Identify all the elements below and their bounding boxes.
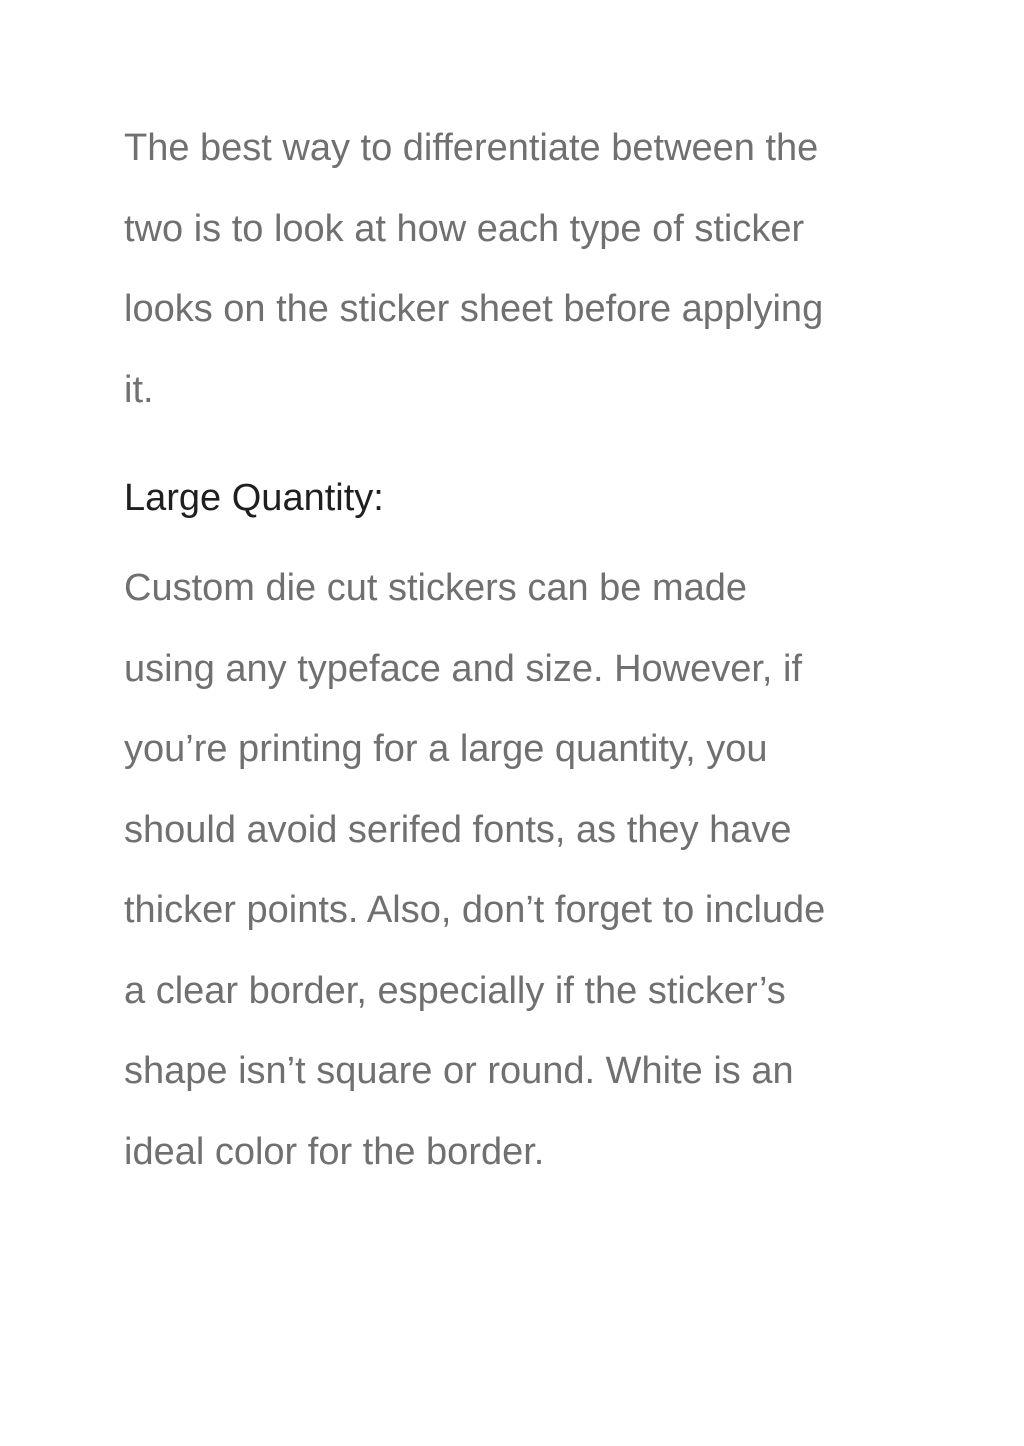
paragraph-line: it. (124, 368, 154, 411)
paragraph-line: you’re printing for a large quantity, you (124, 728, 768, 770)
paragraph-line: two is to look at how each type of sticker (124, 207, 805, 250)
paragraph-line: The best way to differentiate between the (124, 127, 819, 169)
section-heading: Large Quantity: (124, 477, 384, 519)
paragraph-line: a clear border, especially if the sticker’s (124, 969, 786, 1012)
paragraph-line: ideal color for the border. (124, 1130, 545, 1173)
large-quantity-paragraph (124, 548, 904, 1192)
paragraph-line: shape isn’t square or round. White is an (124, 1050, 794, 1092)
paragraph-line: thicker points. Also, don’t forget to include (124, 889, 826, 931)
intro-paragraph (124, 108, 904, 430)
paragraph-line: using any typeface and size. However, if (124, 647, 803, 690)
paragraph-line: looks on the sticker sheet before applying (124, 288, 824, 330)
paragraph-line: Custom die cut stickers can be made (124, 567, 748, 609)
paragraph-line: should avoid serifed fonts, as they have (124, 808, 792, 851)
